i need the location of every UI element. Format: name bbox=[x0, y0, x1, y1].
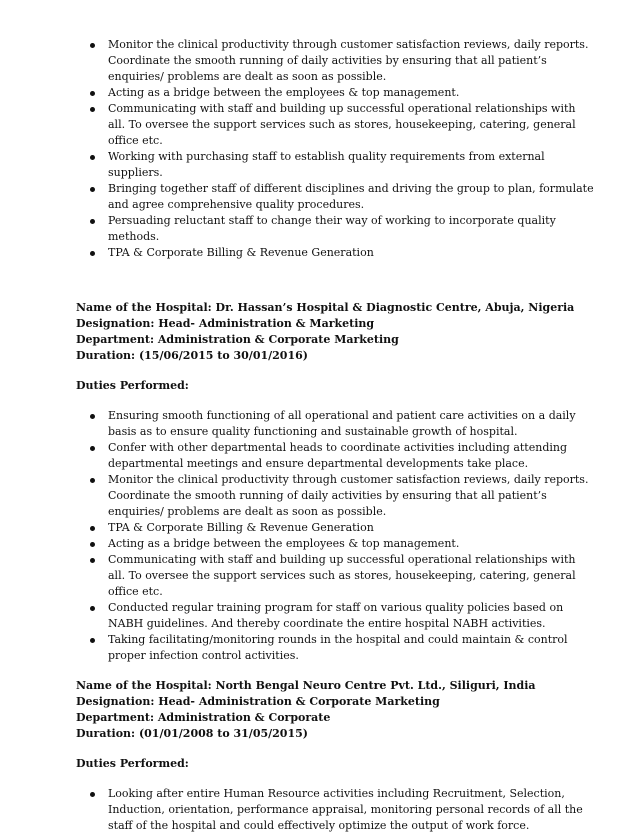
list-item-text: Ensuring smooth functioning of all operational and patient care activities on a daily basis as to ensure quality functioning and sustainable growth of hospital. bbox=[108, 409, 576, 438]
bullet-icon bbox=[90, 251, 95, 256]
list-item-text: Conducted regular training program for staff on various quality policies based on NABH guidelines. And thereby coordinate the entire hospital NABH activities. bbox=[108, 601, 564, 630]
list-item bbox=[76, 213, 596, 245]
list-item bbox=[76, 101, 596, 149]
bullet-icon bbox=[90, 155, 95, 160]
list-item-text: TPA & Corporate Billing & Revenue Generation bbox=[108, 521, 374, 534]
job-header-north-bengal bbox=[76, 678, 596, 742]
bullet-icon bbox=[90, 606, 95, 611]
designation: Designation: Head- Administration & Marketing bbox=[76, 317, 375, 330]
list-item bbox=[76, 552, 596, 600]
list-item bbox=[76, 600, 596, 632]
bullet-icon bbox=[90, 792, 95, 797]
list-item bbox=[76, 632, 596, 664]
list-item bbox=[76, 181, 596, 213]
north-bengal-duties-list bbox=[76, 786, 596, 834]
bullet-icon bbox=[90, 219, 95, 224]
list-item bbox=[76, 245, 596, 261]
list-item-text: Monitor the clinical productivity through customer satisfaction reviews, daily reports. Coordinate the smooth running of daily activities by ensuring that all patient’s enquiries/ problems are dealt as soon as possible. bbox=[108, 38, 589, 83]
list-item bbox=[76, 472, 596, 520]
list-item bbox=[76, 37, 596, 85]
list-item-text: Acting as a bridge between the employees & top management. bbox=[108, 86, 460, 99]
duration: Duration: (01/01/2008 to 31/05/2015) bbox=[76, 727, 308, 740]
bullet-icon bbox=[90, 446, 95, 451]
hassan-duties-list bbox=[76, 408, 596, 664]
bullet-icon bbox=[90, 638, 95, 643]
page-content bbox=[76, 37, 596, 834]
department: Department: Administration & Corporate Marketing bbox=[76, 333, 399, 346]
duties-heading: Duties Performed: bbox=[76, 379, 189, 392]
hospital-name: Name of the Hospital: Dr. Hassan’s Hospital & Diagnostic Centre, Abuja, Nigeria bbox=[76, 301, 575, 314]
list-item bbox=[76, 786, 596, 834]
list-item bbox=[76, 440, 596, 472]
hospital-name: Name of the Hospital: North Bengal Neuro Centre Pvt. Ltd., Siliguri, India bbox=[76, 679, 536, 692]
list-item-text: Taking facilitating/monitoring rounds in the hospital and could maintain & control proper infection control activities. bbox=[108, 633, 568, 662]
list-item-text: Confer with other departmental heads to coordinate activities including attending departmental meetings and ensure departmental developments take place. bbox=[108, 441, 568, 470]
bullet-icon bbox=[90, 43, 95, 48]
duties-heading: Duties Performed: bbox=[76, 757, 189, 770]
top-duties-list bbox=[76, 37, 596, 261]
list-item-text: Persuading reluctant staff to change their way of working to incorporate quality methods. bbox=[108, 214, 556, 243]
list-item bbox=[76, 536, 596, 552]
list-item-text: Communicating with staff and building up successful operational relationships with all. To oversee the support services such as stores, housekeeping, catering, general office etc. bbox=[108, 553, 576, 598]
list-item-text: Working with purchasing staff to establish quality requirements from external suppliers. bbox=[108, 150, 545, 179]
list-item-text: Looking after entire Human Resource activities including Recruitment, Selection, Induction, orientation, performance appraisal, monitoring personal records of all the staff of the hospital and could effectively optimize the output of work force. bbox=[108, 787, 583, 832]
duration: Duration: (15/06/2015 to 30/01/2016) bbox=[76, 349, 308, 362]
bullet-icon bbox=[90, 107, 95, 112]
list-item bbox=[76, 85, 596, 101]
bullet-icon bbox=[90, 558, 95, 563]
bullet-icon bbox=[90, 542, 95, 547]
list-item bbox=[76, 408, 596, 440]
bullet-icon bbox=[90, 478, 95, 483]
bullet-icon bbox=[90, 526, 95, 531]
bullet-icon bbox=[90, 187, 95, 192]
list-item-text: Acting as a bridge between the employees & top management. bbox=[108, 537, 460, 550]
department: Department: Administration & Corporate bbox=[76, 711, 331, 724]
list-item-text: Communicating with staff and building up successful operational relationships with all. To oversee the support services such as stores, housekeeping, catering, general office etc. bbox=[108, 102, 576, 147]
list-item-text: Monitor the clinical productivity through customer satisfaction reviews, daily reports. Coordinate the smooth running of daily activities by ensuring that all patient’s enquiries/ problems are dealt as soon as possible. bbox=[108, 473, 589, 518]
designation: Designation: Head- Administration & Corporate Marketing bbox=[76, 695, 440, 708]
list-item-text: Bringing together staff of different disciplines and driving the group to plan, formulate and agree comprehensive quality procedures. bbox=[108, 182, 594, 211]
list-item bbox=[76, 149, 596, 181]
bullet-icon bbox=[90, 414, 95, 419]
bullet-icon bbox=[90, 91, 95, 96]
list-item-text: TPA & Corporate Billing & Revenue Generation bbox=[108, 246, 374, 259]
job-header-hassan bbox=[76, 300, 596, 364]
list-item bbox=[76, 520, 596, 536]
